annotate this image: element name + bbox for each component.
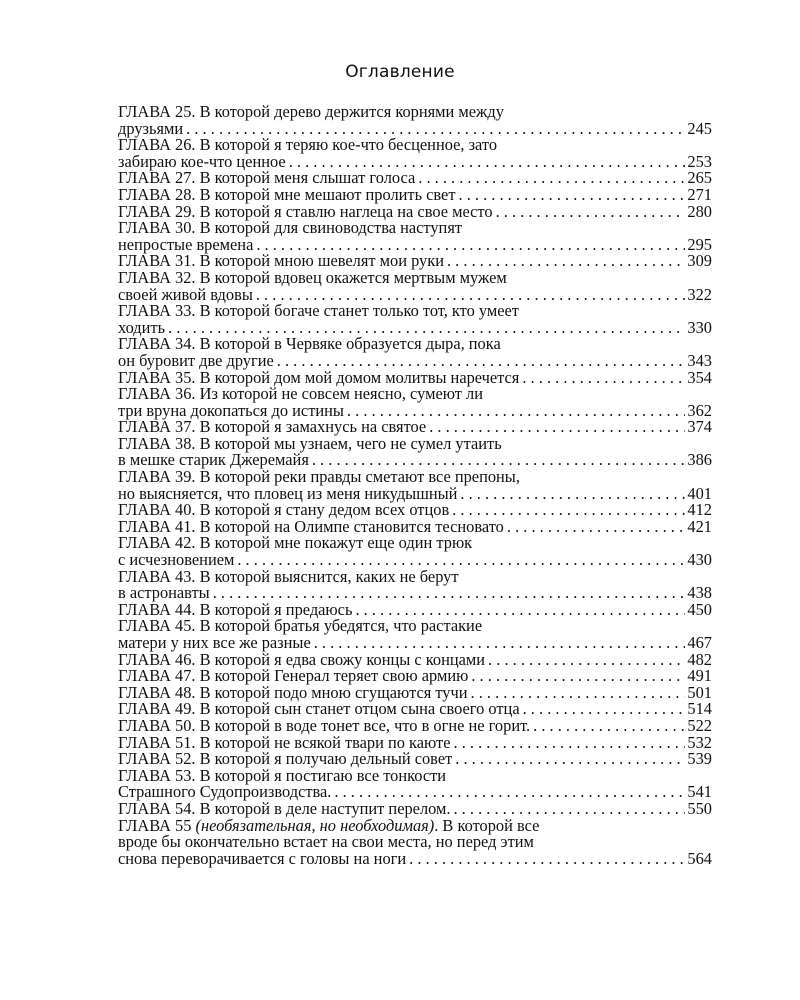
toc-entry[interactable]: [118, 386, 712, 419]
toc-page-number: 253: [687, 151, 712, 171]
toc-entry-text: три вруна докопаться до истины: [118, 400, 344, 420]
leader-dots: [523, 701, 686, 718]
toc-page-number: 401: [687, 483, 712, 503]
toc-entry-text: ГЛАВА 37. В которой я замахнусь на святое: [118, 417, 427, 437]
toc-entry-last-line: [118, 350, 712, 370]
toc-entry-line: ГЛАВА 30. В которой для свиноводства наступят: [118, 218, 463, 238]
leader-dots: [488, 652, 685, 669]
toc-entry-text: ходить: [118, 317, 166, 337]
toc-page-number: 522: [687, 715, 712, 735]
toc-entry[interactable]: [118, 336, 712, 369]
toc-entries: [118, 104, 712, 818]
toc-page-number: 514: [687, 699, 712, 719]
toc-entry[interactable]: [118, 433, 712, 470]
leader-dots: [507, 519, 686, 536]
toc-entry-italic: (необязательная, но необходимая): [195, 815, 435, 835]
toc-entry[interactable]: [118, 618, 712, 651]
toc-page-number: 330: [687, 317, 712, 337]
toc-entry-text: ГЛАВА 51. В которой не всякой твари по каюте: [118, 732, 451, 752]
toc-page-number: 295: [687, 234, 712, 254]
toc-entry-text: в мешке старик Джеремайя: [118, 450, 309, 470]
toc-entry-text: Страшного Судопроизводства.: [118, 782, 332, 802]
toc-entry-text: ГЛАВА 44. В которой я предаюсь: [118, 599, 353, 619]
toc-entry-text: ГЛАВА 49. В которой сын станет отцом сына своего отца: [118, 699, 520, 719]
leader-dots: [409, 851, 685, 868]
toc-page-number: 280: [687, 201, 712, 221]
toc-entry[interactable]: [118, 104, 712, 137]
toc-entry-text: с исчезновением: [118, 550, 235, 570]
toc-entry-text: ГЛАВА 47. В которой Генерал теряет свою армию: [118, 666, 469, 686]
toc-entry-line: ГЛАВА 25. В которой дерево держится корнями между: [118, 102, 504, 121]
toc-entry-text: друзьями: [118, 118, 184, 138]
toc-page-number: 309: [687, 251, 712, 271]
toc-entry-text: матери у них все же разные: [118, 633, 311, 652]
toc-page-number: 539: [687, 749, 712, 769]
toc-entry-line: ГЛАВА 42. В которой мне покажут еще один трюк: [118, 533, 473, 553]
toc-page-number: 265: [687, 168, 712, 188]
toc-entry-line: вроде бы окончательно встает на свои места, но перед этим: [118, 832, 534, 852]
toc-page-number: 550: [687, 798, 712, 818]
toc-page-number: 491: [687, 666, 712, 686]
toc-page-number: 322: [687, 284, 712, 304]
toc-entry-prefix: ГЛАВА 55: [118, 815, 196, 835]
toc-entry-text: ГЛАВА 27. В которой меня слышат голоса: [118, 168, 416, 188]
toc-entry[interactable]: [118, 566, 712, 603]
toc-page-number: 430: [687, 550, 712, 570]
toc-page-number: 386: [687, 450, 712, 470]
toc-page-number: 362: [687, 400, 712, 420]
toc-entry-text: ГЛАВА 29. В которой я ставлю наглеца на свое место: [118, 201, 493, 221]
table-of-contents: [118, 104, 712, 867]
toc-entry-line: ГЛАВА 33. В которой богаче станет только тот, кто умеет: [118, 301, 519, 321]
toc-entry[interactable]: [118, 535, 712, 568]
toc-entry-text: ГЛАВА 52. В которой я получаю дельный совет: [118, 749, 453, 769]
toc-page-number: 412: [687, 500, 712, 520]
toc-entry-chapter-55[interactable]: [118, 815, 712, 868]
toc-page-number: 354: [687, 367, 712, 387]
leader-dots: [533, 718, 685, 735]
toc-entry[interactable]: [118, 220, 712, 253]
toc-page-number: 564: [687, 848, 712, 868]
toc-entry-text: ГЛАВА 40. В которой я стану дедом всех отцов: [118, 500, 450, 520]
toc-entry-text: он буровит две другие: [118, 350, 274, 370]
toc-entry-text: но выясняется, что пловец из меня никудышный: [118, 483, 458, 503]
toc-entry-line: ГЛАВА 34. В которой в Червяке образуется дыра, пока: [118, 334, 501, 354]
toc-entry-line: ГЛАВА 39. В которой реки правды сметают все препоны,: [118, 467, 520, 487]
toc-entry-text: ГЛАВА 46. В которой я едва свожу концы с концами: [118, 649, 486, 669]
toc-entry[interactable]: [118, 303, 712, 336]
toc-entry-line: ГЛАВА 36. Из которой не совсем неясно, сумеют ли: [118, 384, 483, 404]
toc-page-number: 482: [687, 649, 712, 669]
toc-page-number: 271: [687, 184, 712, 204]
toc-entry-line: ГЛАВА 26. В которой я теряю кое-что бесценное, зато: [118, 135, 498, 155]
toc-page-number: 532: [687, 732, 712, 752]
toc-entry-text: ГЛАВА 35. В которой дом мой домом молитвы наречется: [118, 367, 520, 387]
toc-entry[interactable]: [118, 267, 712, 304]
toc-entry-text: ГЛАВА 50. В которой в воде тонет все, что в огне не горит.: [118, 715, 531, 735]
toc-entry-text: ГЛАВА 31. В которой мною шевелят мои руки: [118, 251, 444, 271]
toc-page-number: 541: [687, 782, 712, 802]
leader-dots: [418, 170, 685, 187]
toc-page-number: 421: [687, 516, 712, 536]
toc-entry-text: ГЛАВА 41. В которой на Олимпе становится тесновато: [118, 516, 504, 536]
toc-entry[interactable]: [118, 765, 712, 802]
toc-entry-text: непростые времена: [118, 234, 254, 254]
leader-dots: [471, 668, 685, 685]
leader-dots: [277, 353, 686, 370]
toc-entry-last-line: [118, 848, 712, 868]
leader-dots: [496, 204, 686, 221]
toc-page-number: 343: [687, 350, 712, 370]
toc-page-number: 245: [687, 118, 712, 138]
page-header: Оглавление: [345, 62, 455, 82]
toc-entry[interactable]: [118, 137, 712, 170]
toc-entry-line: ГЛАВА 38. В которой мы узнаем, чего не сумел утаить: [118, 433, 502, 453]
toc-entry-line: ГЛАВА 45. В которой братья убедятся, что растакие: [118, 616, 483, 636]
toc-entry-line: ГЛАВА 43. В которой выяснится, каких не берут: [118, 566, 459, 586]
toc-entry-suffix: . В которой все: [434, 815, 540, 835]
leader-dots: [460, 486, 685, 503]
toc-entry[interactable]: [118, 469, 712, 502]
toc-entry-text: забираю кое-что ценное: [118, 151, 286, 171]
leader-dots: [522, 370, 685, 387]
toc-entry-text: своей живой вдовы: [118, 284, 253, 304]
toc-entry-text: в астронавты: [118, 583, 210, 603]
toc-page-number: 450: [687, 599, 712, 619]
toc-entry-text: ГЛАВА 54. В которой в деле наступит перелом.: [118, 798, 451, 818]
toc-entry-line: ГЛАВА 53. В которой я постигаю все тонкости: [118, 765, 447, 785]
toc-entry-text: снова переворачивается с головы на ноги: [118, 848, 407, 868]
toc-entry-line: ГЛАВА 32. В которой вдовец окажется мертвым мужем: [118, 267, 507, 287]
toc-entry-text: ГЛАВА 28. В которой мне мешают пролить свет: [118, 184, 456, 204]
leader-dots: [454, 735, 686, 752]
toc-entry-text: ГЛАВА 48. В которой подо мною сгущаются тучи: [118, 682, 468, 702]
toc-page-number: 467: [687, 633, 712, 652]
toc-page-number: 374: [687, 417, 712, 437]
toc-page-number: 438: [687, 583, 712, 603]
toc-page-number: 501: [687, 682, 712, 702]
leader-dots: [455, 751, 685, 768]
